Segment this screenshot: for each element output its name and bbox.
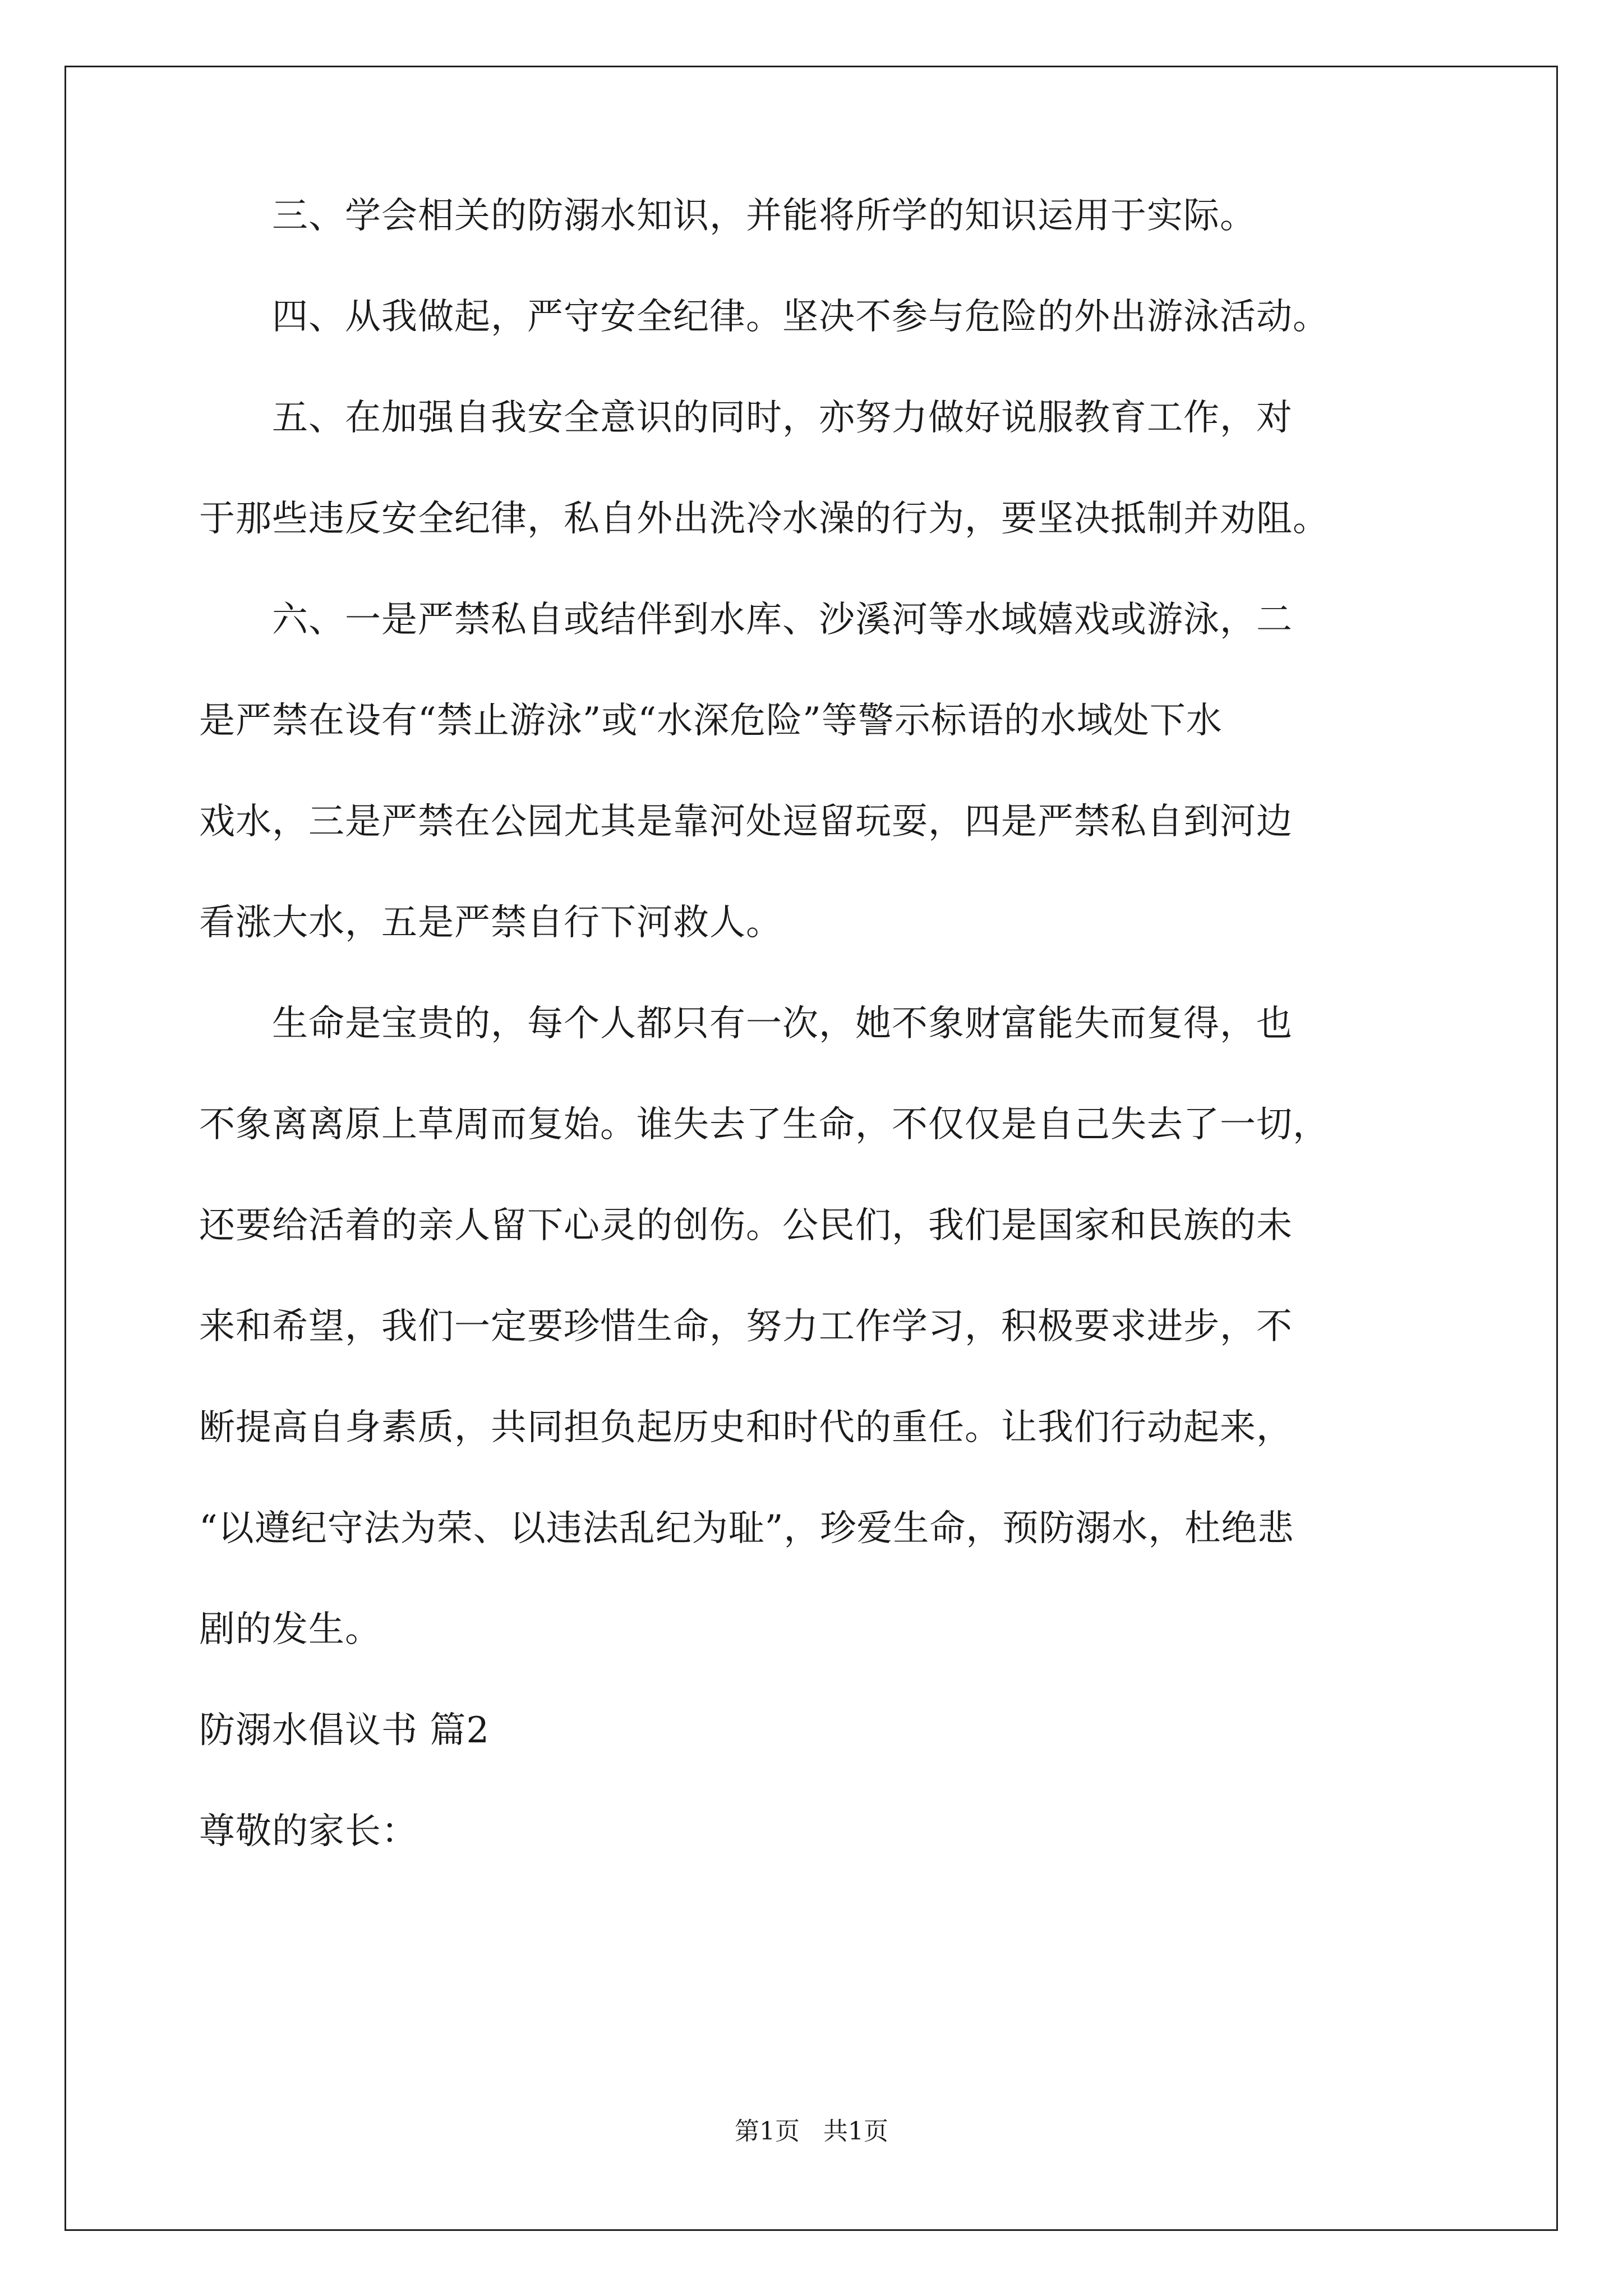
paragraph-7-line-1: 生命是宝贵的，每个人都只有一次，她不象财富能失而复得，也 bbox=[199, 1003, 1293, 1045]
paragraph-7-line-6: “以遵纪守法为荣、以违法乱纪为耻”，珍爱生命，预防溺水，杜绝悲 bbox=[199, 1508, 1294, 1549]
section-heading: 防溺水倡议书 篇2 bbox=[199, 1710, 490, 1751]
paragraph-5-line-2: 于那些违反安全纪律，私自外出洗冷水澡的行为，要坚决抵制并劝阻。 bbox=[199, 498, 1329, 540]
paragraph-7-line-3: 还要给活着的亲人留下心灵的创伤。公民们，我们是国家和民族的未 bbox=[199, 1205, 1293, 1246]
paragraph-6-line-2: 是严禁在设有“禁止游泳”或“水深危险”等警示标语的水域处下水 bbox=[199, 700, 1223, 742]
page-border bbox=[64, 66, 1558, 2231]
paragraph-7-line-2: 不象离离原上草周而复始。谁失去了生命，不仅仅是自己失去了一切， bbox=[199, 1104, 1329, 1145]
paragraph-6-line-1: 六、一是严禁私自或结伴到水库、沙溪河等水域嬉戏或游泳，二 bbox=[199, 599, 1293, 641]
paragraph-6-line-4: 看涨大水，五是严禁自行下河救人。 bbox=[199, 902, 782, 944]
page-footer: 第1页 共1页 bbox=[735, 2117, 888, 2146]
paragraph-7-line-7: 剧的发生。 bbox=[199, 1609, 381, 1650]
paragraph-6-line-3: 戏水，三是严禁在公园尤其是靠河处逗留玩耍，四是严禁私自到河边 bbox=[199, 801, 1293, 843]
paragraph-7-line-5: 断提高自身素质，共同担负起历史和时代的重任。让我们行动起来， bbox=[199, 1407, 1293, 1448]
paragraph-5-line-1: 五、在加强自我安全意识的同时，亦努力做好说服教育工作，对 bbox=[199, 397, 1293, 439]
salutation: 尊敬的家长： bbox=[199, 1811, 418, 1852]
paragraph-7-line-4: 来和希望，我们一定要珍惜生命，努力工作学习，积极要求进步，不 bbox=[199, 1306, 1293, 1347]
paragraph-4-line-1: 四、从我做起，严守安全纪律。坚决不参与危险的外出游泳活动。 bbox=[199, 296, 1329, 338]
paragraph-3-line-1: 三、学会相关的防溺水知识，并能将所学的知识运用于实际。 bbox=[199, 195, 1256, 237]
